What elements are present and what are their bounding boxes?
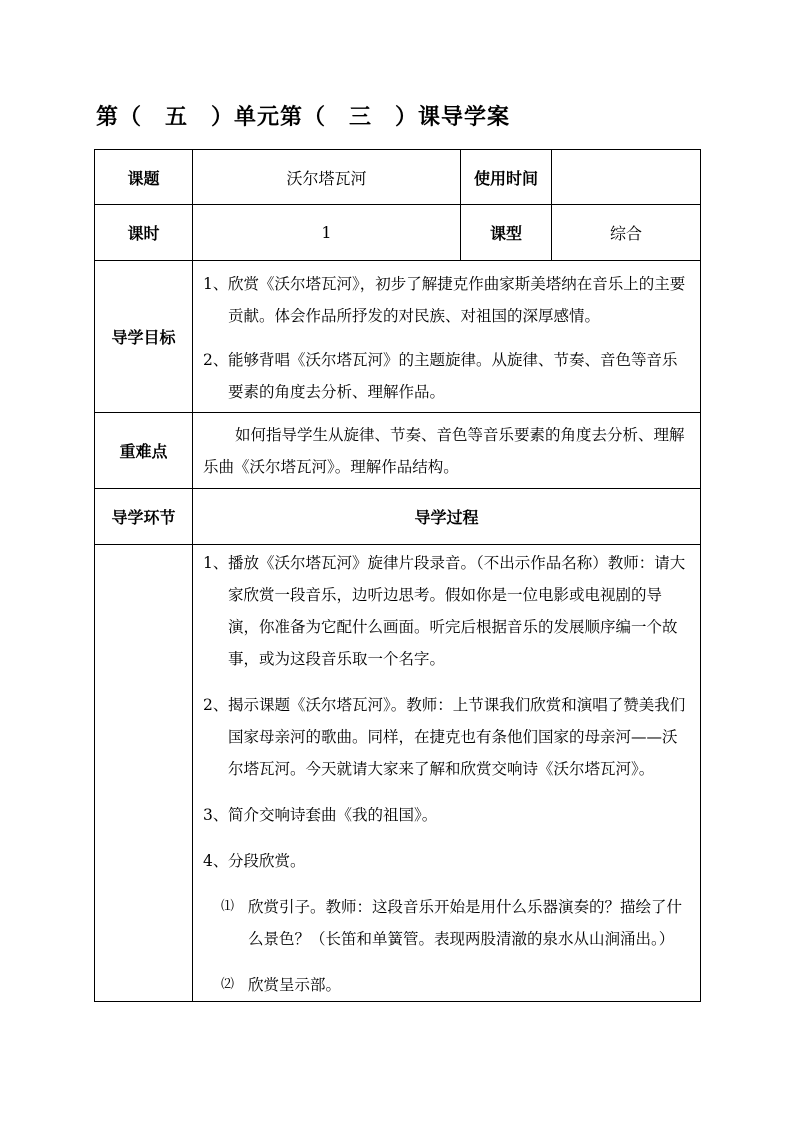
step-text: 播放《沃尔塔瓦河》旋律片段录音。（不出示作品名称）教师：请大家欣赏一段音乐，边听边思考。假如你是一位电影或电视剧的导演，你准备为它配什么画面。听完后根据音乐的发展顺序编一个故事，或为这段音乐取一个名字。 (228, 554, 686, 668)
sub-step-text: 欣赏呈示部。 (248, 976, 342, 994)
sub-step (203, 891, 692, 955)
goal-item (203, 268, 692, 332)
time-value (552, 150, 701, 205)
key-points-cell (193, 413, 701, 489)
goals-cell (193, 261, 701, 413)
step-text: 揭示课题《沃尔塔瓦河》。教师：上节课我们欣赏和演唱了赞美我们国家母亲河的歌曲。同样，在捷克也有条他们国家的母亲河——沃尔塔瓦河。今天就请大家来了解和欣赏交响诗《沃尔塔瓦河》。 (228, 696, 686, 778)
sub-step-number: ⑵ (221, 977, 235, 992)
process-step (203, 799, 692, 831)
time-label: 使用时间 (461, 150, 552, 205)
table-row-section-header (95, 489, 701, 545)
process-cell (193, 545, 701, 1002)
lesson-plan-table (94, 149, 701, 1002)
topic-label: 课题 (95, 150, 193, 205)
sub-step (203, 969, 692, 1001)
process-section-cell (95, 545, 193, 1002)
page-title: 第（ 五 ）单元第（ 三 ）课导学案 (96, 105, 511, 130)
period-label: 课时 (95, 205, 193, 261)
goal-item (203, 344, 692, 408)
table-row-period (95, 205, 701, 261)
process-step (203, 689, 692, 785)
topic-value: 沃尔塔瓦河 (193, 150, 461, 205)
goal-number: 2、 (203, 350, 229, 369)
process-label: 导学过程 (193, 489, 701, 545)
period-value: 1 (193, 205, 461, 261)
step-number: 2、 (203, 696, 229, 714)
type-value: 综合 (552, 205, 701, 261)
table-row-topic (95, 150, 701, 205)
process-step (203, 547, 692, 675)
sub-step-number: ⑴ (221, 899, 235, 914)
type-label: 课型 (461, 205, 552, 261)
section-label: 导学环节 (95, 489, 193, 545)
table-row-process (95, 545, 701, 1002)
step-text: 简介交响诗套曲《我的祖国》。 (228, 806, 438, 824)
table-row-key-points (95, 413, 701, 489)
process-step (203, 845, 692, 877)
goal-number: 1、 (203, 274, 229, 293)
step-text: 分段欣赏。 (228, 852, 306, 870)
step-number: 1、 (203, 554, 229, 572)
goal-text: 能够背唱《沃尔塔瓦河》的主题旋律。从旋律、节奏、音色等音乐要素的角度去分析、理解作品。 (228, 350, 678, 401)
step-number: 3、 (203, 806, 229, 824)
goal-text: 欣赏《沃尔塔瓦河》，初步了解捷克作曲家斯美塔纳在音乐上的主要贡献。体会作品所抒发的对民族、对祖国的深厚感情。 (228, 274, 686, 325)
goals-label: 导学目标 (95, 261, 193, 413)
sub-step-text: 欣赏引子。教师：这段音乐开始是用什么乐器演奏的？描绘了什么景色？（长笛和单簧管。表现两股清澈的泉水从山涧涌出。） (248, 898, 683, 948)
table-row-goals (95, 261, 701, 413)
key-points-text: 如何指导学生从旋律、节奏、音色等音乐要素的角度去分析、理解乐曲《沃尔塔瓦河》。理解作品结构。 (203, 425, 685, 476)
key-points-label: 重难点 (95, 413, 193, 489)
step-number: 4、 (203, 852, 229, 870)
